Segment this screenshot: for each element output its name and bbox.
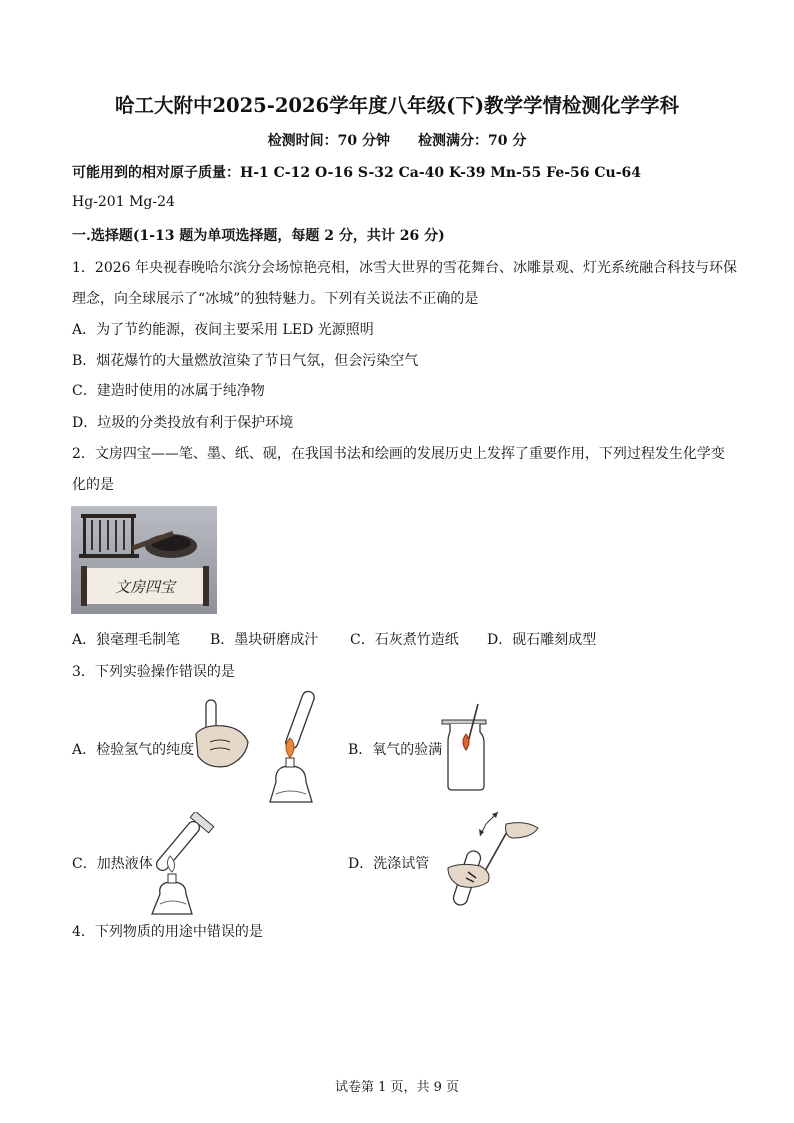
atomic-masses-line1: 可能用到的相对原子质量：H-1 C-12 O-16 S-32 Ca-40 K-39 Mn-55 Fe-56 Cu-64 (72, 165, 642, 181)
q2-options (72, 629, 596, 649)
page-footer: 试卷第 1 页，共 9 页 (334, 1080, 460, 1095)
section-heading: 一.选择题(1-13 题为单项选择题，每题 2 分，共计 26 分) (72, 228, 445, 244)
q2-stem-line1: 2．文房四宝——笔、墨、纸、砚，在我国书法和绘画的发展历史上发挥了重要作用，下列过程发生化学变 (72, 446, 725, 462)
exam-info: 检测时间：70 分钟 检测满分：70 分 (267, 133, 527, 149)
q3-option-c: C．加热液体 (72, 856, 153, 872)
q1-option-b: B．烟花爆竹的大量燃放渲染了节日气氛，但会污染空气 (72, 353, 419, 369)
atomic-masses-line2: Hg-201 Mg-24 (72, 194, 175, 210)
q2-stem-line2: 化的是 (72, 477, 114, 493)
page-title: 哈工大附中2025-2026学年度八年级(下)教学学情检测化学学科 (114, 94, 680, 117)
q3-option-d: D．洗涤试管 (348, 856, 430, 872)
q1-option-d: D．垃圾的分类投放有利于保护环境 (72, 415, 294, 431)
q1-option-a: A．为了节约能源，夜间主要采用 LED 光源照明 (72, 322, 374, 338)
q1-stem-line2: 理念，向全球展示了“冰城”的独特魅力。下列有关说法不正确的是 (72, 291, 479, 307)
q1-option-c: C．建造时使用的冰属于纯净物 (72, 383, 265, 399)
hydrogen-purity-test-figure (194, 686, 334, 811)
four-treasures-image (71, 506, 217, 614)
q3-option-a: A．检验氢气的纯度 (72, 742, 195, 758)
q2-option-c: C．石灰煮竹造纸 (350, 632, 459, 648)
oxygen-full-test-figure (440, 702, 500, 792)
q2-option-b: B．墨块研磨成汁 (210, 632, 319, 648)
q2-option-d: D．砚石雕刻成型 (487, 632, 597, 648)
q4-stem: 4．下列物质的用途中错误的是 (72, 924, 263, 940)
q1-stem-line1: 1．2026 年央视春晚哈尔滨分会场惊艳亮相，冰雪大世界的雪花舞台、冰雕景观、灯光系统融合科技与环保 (72, 260, 737, 276)
q2-option-a: A．狼毫理毛制笔 (72, 632, 181, 648)
heating-liquid-figure (146, 812, 226, 918)
q3-stem: 3．下列实验操作错误的是 (72, 664, 235, 680)
q3-option-b: B．氧气的验满 (348, 742, 443, 758)
scroll-calligraphy: 文房四宝 (114, 578, 176, 596)
washing-test-tube-figure (446, 808, 546, 912)
